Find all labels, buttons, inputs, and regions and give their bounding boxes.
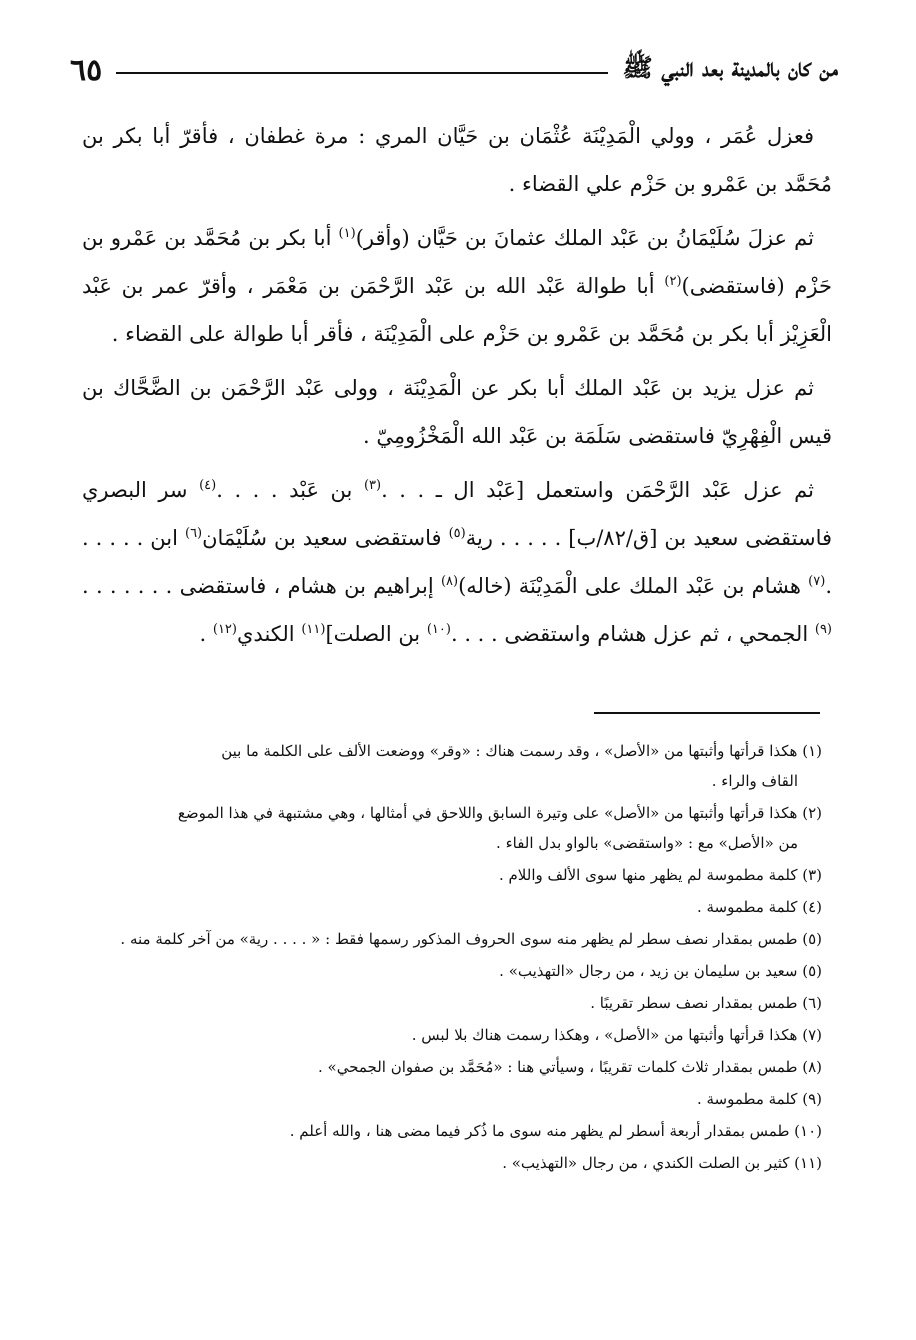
footnote-item bbox=[86, 924, 822, 954]
paragraph-4-part-i: بن الصلت] bbox=[325, 622, 421, 646]
footnote-ref-3[interactable]: (٣) bbox=[363, 478, 382, 493]
paragraph-2 bbox=[82, 214, 832, 358]
header-rule bbox=[116, 72, 608, 74]
footnote-item bbox=[86, 736, 822, 796]
footnote-item bbox=[86, 860, 822, 890]
footnote-separator bbox=[594, 712, 820, 714]
paragraph-2-part-c: أبا طوالة عَبْد الله بن عَبْد الرَّحْمَن بن مَعْمَر ، وأقرّ عمر بن عَبْد الْعَزِيْز أبا بكر بن مُحَمَّد بن عَمْرو بن حَزْم على الْمَدِيْنَة ، فأقر أبا طوالة على القضاء . bbox=[82, 274, 832, 346]
footnote-text: (١١) كثير بن الصلت الكندي ، من رجال «التهذيب» . bbox=[502, 1154, 822, 1172]
paragraph-4 bbox=[82, 466, 832, 658]
paragraph-4-part-j: الكندي bbox=[236, 622, 295, 646]
footnote-continuation: من «الأصل» مع : «واستقضى» بالواو بدل الفاء . bbox=[496, 834, 798, 852]
footnote-item bbox=[86, 892, 822, 922]
paragraph-4-part-k: . bbox=[199, 622, 207, 646]
footnote-ref-1[interactable]: (١) bbox=[338, 226, 356, 241]
footnote-item bbox=[86, 1084, 822, 1114]
footnote-ref-4[interactable]: (٤) bbox=[199, 478, 217, 493]
paragraph-2-part-a: ثم عزلَ سُلَيْمَانُ بن عَبْد الملك عثمانَ بن حَيَّان (وأقر) bbox=[355, 226, 814, 250]
footnote-ref-5[interactable]: (٥) bbox=[448, 526, 466, 541]
footnote-item bbox=[86, 1020, 822, 1050]
footnote-text: (٣) كلمة مطموسة لم يظهر منها سوى الألف واللام . bbox=[498, 866, 822, 884]
footnote-text: (٩) كلمة مطموسة . bbox=[696, 1090, 822, 1108]
footnote-ref-2[interactable]: (٢) bbox=[664, 274, 682, 289]
paragraph-4-part-c: سر البصري فاستقضى سعيد بن [ق/٨٢/ب] . . . . . رية bbox=[82, 478, 833, 550]
paragraph-4-part-d: فاستقضى سعيد بن سُلَيْمَان bbox=[202, 526, 442, 550]
footnote-ref-9[interactable]: (٩) bbox=[814, 622, 832, 637]
paragraph-4-part-a: ثم عزل عَبْد الرَّحْمَن واستعمل [عَبْد ال ـ . . . bbox=[381, 478, 814, 502]
footnote-text: (١) هكذا قرأتها وأثبتها من «الأصل» ، وقد رسمت هناك : «وقر» ووضعت الألف على الكلمة ما بين bbox=[221, 742, 822, 760]
footnote-continuation: القاف والراء . bbox=[711, 772, 798, 790]
paragraph-3: ثم عزل يزيد بن عَبْد الملك أبا بكر عن الْمَدِيْنَة ، وولى عَبْد الرَّحْمَن بن الضَّحَّاك بن قيس الْفِهْرِيّ فاستقضى سَلَمَة بن عَبْد الله الْمَخْزُومِيّ . bbox=[82, 376, 832, 448]
footnote-ref-10[interactable]: (١٠) bbox=[426, 622, 451, 637]
paragraph-4-part-f: هشام بن عَبْد الملك على الْمَدِيْنَة (خاله) bbox=[458, 574, 801, 598]
footnote-item bbox=[86, 1052, 822, 1082]
footnote-text: (٥) سعيد بن سليمان بن زيد ، من رجال «التهذيب» . bbox=[499, 962, 822, 980]
page-number: ٦٥ bbox=[70, 52, 103, 88]
footnote-item bbox=[86, 988, 822, 1018]
footnote-ref-11[interactable]: (١١) bbox=[301, 622, 326, 637]
footnote-text: (٦) طمس بمقدار نصف سطر تقريبًا . bbox=[590, 994, 822, 1012]
paragraph-1: فعزل عُمَر ، وولي الْمَدِيْنَة عُثْمَان بن حَيَّان المري : مرة غطفان ، فأقرّ أبا بكر بن مُحَمَّد بن عَمْرو بن حَزْم علي القضاء . bbox=[82, 124, 832, 196]
footnote-item bbox=[86, 1116, 822, 1146]
page-header bbox=[70, 40, 838, 100]
footnote-text: (٥) طمس بمقدار نصف سطر لم يظهر منه سوى الحروف المذكور رسمها فقط : « . . . . رية» من آخر كلمة منه . bbox=[120, 930, 822, 948]
paragraph-4-part-b: بن عَبْد . . . . bbox=[216, 478, 353, 502]
footnotes bbox=[86, 736, 822, 1180]
footnote-text: (٨) طمس بمقدار ثلاث كلمات تقريبًا ، وسيأتي هنا : «مُحَمَّد بن صفوان الجمحي» . bbox=[317, 1058, 822, 1076]
footnote-text: (٧) هكذا قرأتها وأثبتها من «الأصل» ، وهكذا رسمت هناك بلا لبس . bbox=[411, 1026, 822, 1044]
footnote-text: (١٠) طمس بمقدار أربعة أسطر لم يظهر منه سوى ما ذُكر فيما مضى هنا ، والله أعلم . bbox=[289, 1122, 822, 1140]
running-title: من كان بالمدينة بعد النبي ﷺ bbox=[622, 52, 838, 82]
footnote-ref-12[interactable]: (١٢) bbox=[212, 622, 237, 637]
footnote-text: (٢) هكذا قرأتها وأثبتها من «الأصل» على وتيرة السابق واللاحق في أمثالها ، وهي مشتبهة في هذا الموضع bbox=[177, 804, 822, 822]
paragraph-4-part-e: ابن . . . . . . bbox=[82, 526, 832, 598]
paragraph-2-part-b: أبا بكر بن مُحَمَّد بن عَمْرو بن حَزْم (فاستقضى) bbox=[82, 226, 832, 298]
main-text bbox=[82, 112, 832, 664]
footnote-ref-7[interactable]: (٧) bbox=[808, 574, 826, 589]
footnote-ref-6[interactable]: (٦) bbox=[184, 526, 203, 541]
footnote-item bbox=[86, 956, 822, 986]
footnote-text: (٤) كلمة مطموسة . bbox=[696, 898, 822, 916]
footnote-item bbox=[86, 798, 822, 858]
footnote-ref-8[interactable]: (٨) bbox=[440, 574, 459, 589]
footnote-item bbox=[86, 1148, 822, 1178]
paragraph-4-part-h: الجمحي ، ثم عزل هشام واستقضى . . . . bbox=[450, 622, 809, 646]
paragraph-4-part-g: إبراهيم بن هشام ، فاستقضى . . . . . . . bbox=[82, 574, 434, 598]
